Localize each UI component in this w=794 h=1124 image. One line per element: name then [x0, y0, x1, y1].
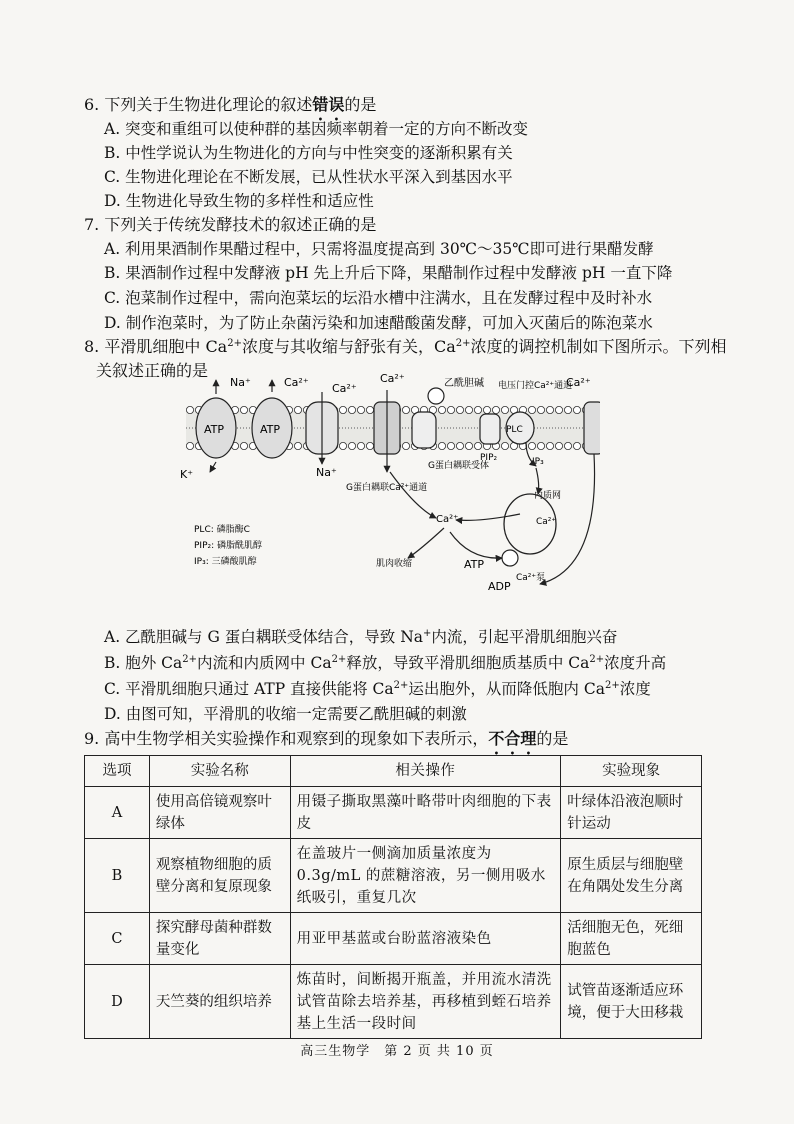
- ip3-label: IP₃: [532, 457, 544, 467]
- row-operation: 用镊子撕取黑藻叶略带叶肉细胞的下表皮: [290, 787, 561, 839]
- q8-stem-part: 浓度与其收缩与舒张有关，Ca: [241, 337, 456, 356]
- table-header-row: [85, 756, 702, 787]
- voltage-gated-ca-channel: [584, 402, 600, 454]
- legend-plc: PLC: 磷脂酶C: [194, 525, 250, 535]
- acetylcholine-label: 乙酰胆碱: [444, 378, 484, 389]
- muscle-contraction-label: 肌肉收缩: [376, 559, 413, 569]
- q6-emphasis: 错误: [312, 95, 345, 114]
- q8-b-part: B. 胞外 Ca: [104, 654, 183, 672]
- q6-option-b: B. 中性学说认为生物进化的方向与中性突变的逐渐积累有关: [104, 144, 513, 162]
- row-option: A: [85, 787, 150, 839]
- q8-b-part: 浓度升高: [604, 654, 667, 672]
- row-operation: 炼苗时，间断揭开瓶盖，并用流水清洗试管苗除去培养基，再移植到蛭石培养基上生活一段时间: [290, 965, 561, 1039]
- q8-option-c: [104, 678, 651, 700]
- acetylcholine-molecule: [428, 388, 444, 404]
- calcium-regulation-diagram: [180, 372, 600, 594]
- q8-stem-part: 8. 平滑肌细胞中 Ca: [84, 337, 228, 356]
- row-operation: 用亚甲基蓝或台盼蓝溶液染色: [290, 913, 561, 965]
- ca-cytosol-label: Ca²⁺: [436, 514, 459, 525]
- sup: +: [423, 628, 432, 639]
- ca-pump-label: Ca²⁺泵: [516, 573, 546, 583]
- header-name: 实验名称: [149, 756, 290, 787]
- row-option: B: [85, 839, 150, 913]
- row-name: 观察植物细胞的质壁分离和复原现象: [149, 839, 290, 913]
- q8-option-b: [104, 652, 666, 674]
- er-label: 内质网: [534, 491, 562, 501]
- q7-stem: 7. 下列关于传统发酵技术的叙述正确的是: [84, 215, 377, 234]
- row-result: 试管苗逐渐适应环境，便于大田移栽: [561, 965, 702, 1039]
- row-result: 叶绿体沿液泡顺时针运动: [561, 787, 702, 839]
- gpcr-receptor: [412, 412, 436, 448]
- atp-label: ATP: [204, 423, 225, 436]
- adp-label: ADP: [488, 580, 511, 593]
- atp-label: ATP: [260, 423, 281, 436]
- row-name: 使用高倍镜观察叶绿体: [149, 787, 290, 839]
- row-operation: 在盖玻片一侧滴加质量浓度为0.3g/mL 的蔗糖溶液，另一侧用吸水纸吸引，重复几次: [290, 839, 561, 913]
- table-row: [85, 913, 702, 965]
- q7-option-a: A. 利用果酒制作果醋过程中，只需将温度提高到 30℃～35℃即可进行果醋发酵: [104, 240, 654, 258]
- row-name: 探究酵母菌种群数量变化: [149, 913, 290, 965]
- q8-stem-line1: [84, 336, 727, 358]
- q8-b-part: 内流和内质网中 Ca: [197, 654, 332, 672]
- q7-option-d: D. 制作泡菜时，为了防止杂菌污染和加速醋酸菌发酵，可加入灭菌后的陈泡菜水: [104, 314, 653, 332]
- na-label-bottom: Na⁺: [316, 466, 337, 479]
- q8-c-part: 浓度: [619, 680, 651, 698]
- ca-pump-membrane: [252, 398, 292, 458]
- ca-er-label: Ca²⁺: [536, 517, 557, 527]
- pip2-label: PIP₂: [480, 453, 498, 463]
- q8-c-part: C. 平滑肌细胞只通过 ATP 直接供能将 Ca: [104, 680, 394, 698]
- q8-option-a: [104, 626, 617, 648]
- sup: 2+: [604, 680, 620, 691]
- legend-pip2: PIP₂: 磷脂酰肌醇: [194, 541, 263, 551]
- header-result: 实验现象: [561, 756, 702, 787]
- q8-a-part: A. 乙酰胆碱与 G 蛋白耦联受体结合，导致 Na: [104, 628, 424, 646]
- row-result: 活细胞无色，死细胞蓝色: [561, 913, 702, 965]
- legend-ip3: IP₃: 三磷酸肌醇: [194, 557, 257, 567]
- header-operation: 相关操作: [290, 756, 561, 787]
- vgcc-label: 电压门控Ca²⁺通道: [498, 381, 573, 391]
- q7-option-b: B. 果酒制作过程中发酵液 pH 先上升后下降，果醋制作过程中发酵液 pH 一直下降: [104, 264, 673, 282]
- sup: 2+: [455, 338, 471, 349]
- k-label: K⁺: [180, 468, 194, 481]
- q6-option-d: D. 生物进化导致生物的多样性和适应性: [104, 192, 374, 210]
- table-row: [85, 965, 702, 1039]
- table-row: [85, 787, 702, 839]
- gpcr-label: G蛋白耦联受体: [428, 461, 489, 471]
- phospholipase-c: [480, 414, 500, 444]
- atp-er-label: ATP: [464, 558, 485, 571]
- q9-emphasis: 不合理: [488, 729, 537, 748]
- g-ca-channel-label: G蛋白耦联Ca²⁺通道: [346, 483, 428, 493]
- er-ca-pump: [502, 550, 518, 566]
- row-option: C: [85, 913, 150, 965]
- sup: 2+: [589, 654, 605, 665]
- sup: 2+: [393, 680, 409, 691]
- q8-b-part: 释放，导致平滑肌细胞质基质中 Ca: [346, 654, 590, 672]
- q9-stem: [84, 728, 568, 758]
- sup: 2+: [227, 338, 242, 349]
- q8-option-d: D. 由图可知，平滑肌的收缩一定需要乙酰胆碱的刺激: [104, 705, 467, 723]
- page-footer: 高三生物学 第 2 页 共 10 页: [300, 1044, 494, 1059]
- plc-label: PLC: [506, 425, 523, 435]
- na-k-pump-1: [196, 398, 236, 458]
- q8-stem-line2: 关叙述正确的是: [96, 361, 209, 380]
- ca-label-2: Ca²⁺: [332, 382, 357, 395]
- q6-stem-text: 6. 下列关于生物进化理论的叙述: [84, 95, 313, 114]
- q9-stem-end: 的是: [536, 729, 569, 748]
- q6-option-c: C. 生物进化理论在不断发展，已从性状水平深入到基因水平: [104, 168, 513, 186]
- q7-option-c: C. 泡菜制作过程中，需向泡菜坛的坛沿水槽中注满水，且在发酵过程中及时补水: [104, 289, 653, 307]
- row-result: 原生质层与细胞壁在角隅处发生分离: [561, 839, 702, 913]
- q6-stem-end: 的是: [344, 95, 377, 114]
- q8-a-part: 内流，引起平滑肌细胞兴奋: [431, 628, 618, 646]
- q8-stem-part: 浓度的调控机制如下图所示。下列相: [470, 337, 727, 356]
- sup: 2+: [182, 654, 198, 665]
- experiment-table: [84, 755, 702, 1039]
- sup: 2+: [331, 654, 347, 665]
- na-label-top: Na⁺: [230, 376, 251, 389]
- row-option: D: [85, 965, 150, 1039]
- ca-label-1: Ca²⁺: [284, 376, 309, 389]
- row-name: 天竺葵的组织培养: [149, 965, 290, 1039]
- table-row: [85, 839, 702, 913]
- ca-label-3: Ca²⁺: [380, 372, 405, 385]
- q8-c-part: 运出胞外，从而降低胞内 Ca: [408, 680, 605, 698]
- ca-label-4: Ca²⁺: [566, 376, 591, 389]
- q9-stem-text: 9. 高中生物学相关实验操作和观察到的现象如下表所示，: [84, 729, 489, 748]
- header-option: 选项: [85, 756, 150, 787]
- q6-option-a: A. 突变和重组可以使种群的基因频率朝着一定的方向不断改变: [104, 120, 529, 138]
